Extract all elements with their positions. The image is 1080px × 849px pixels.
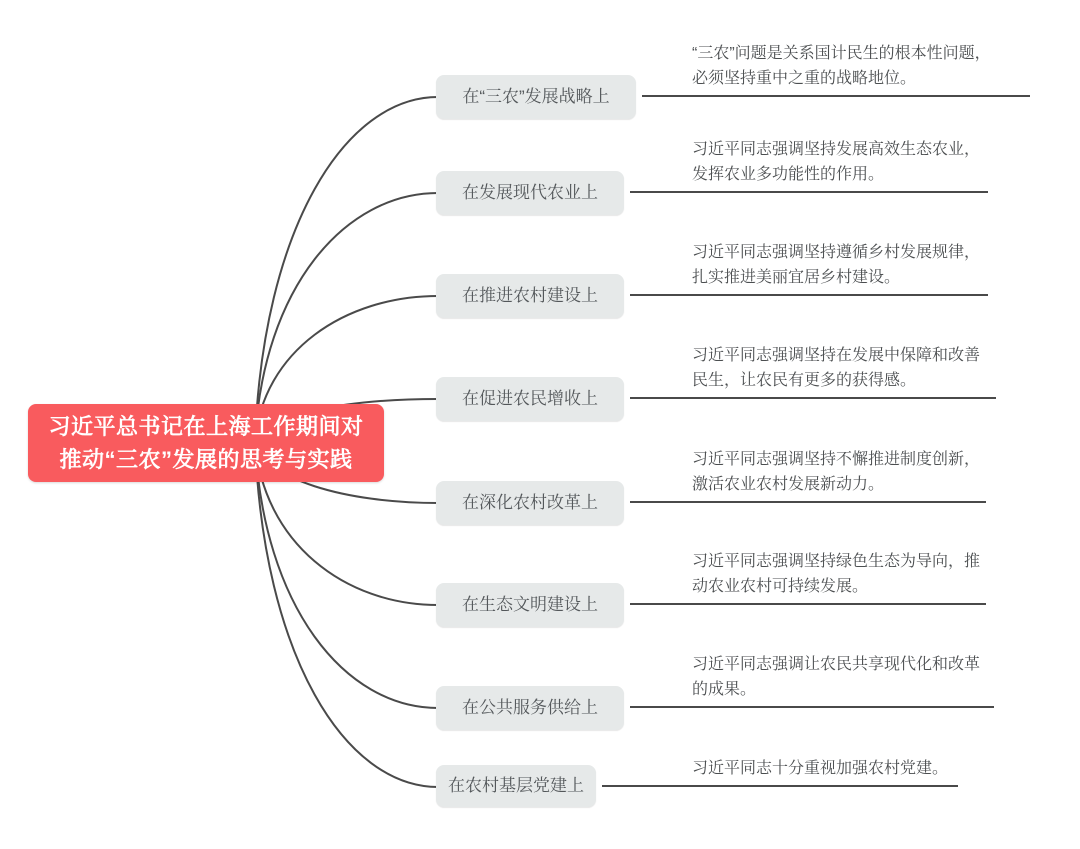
leaf-note[interactable] [692, 652, 1032, 702]
leaf-note-line: 的成果。 [692, 681, 757, 698]
leaf-note-line: 动农业农村可持续发展。 [692, 578, 869, 595]
leaf-note-line: 习近平同志强调让农民共享现代化和改革 [692, 656, 981, 673]
branch-node-modern-agriculture[interactable]: 在发展现代农业上 [436, 171, 624, 215]
leaf-note[interactable] [692, 343, 1032, 393]
leaf-note-line: 习近平同志十分重视加强农村党建。 [692, 760, 949, 777]
branch-node-public-services[interactable]: 在公共服务供给上 [436, 686, 624, 730]
leaf-note[interactable] [692, 137, 1032, 187]
leaf-note-line: 民生，让农民有更多的获得感。 [692, 372, 917, 389]
central-topic-line2: 推动“三农”发展的思考与实践 [59, 447, 353, 472]
leaf-note-line: 习近平同志强调坚持发展高效生态农业， [692, 141, 981, 158]
leaf-note-line: “三农”问题是关系国计民生的根本性问题， [692, 45, 991, 62]
leaf-note[interactable] [692, 41, 1032, 91]
central-topic[interactable] [28, 404, 384, 482]
central-topic-line1: 习近平总书记在上海工作期间对 [48, 414, 364, 439]
leaf-note-line: 激活农业农村发展新动力。 [692, 476, 885, 493]
leaf-note[interactable] [692, 447, 1032, 497]
branch-node-rural-reform[interactable]: 在深化农村改革上 [436, 481, 624, 525]
leaf-note[interactable] [692, 549, 1032, 599]
leaf-note-line: 习近平同志强调坚持绿色生态为导向，推 [692, 553, 981, 570]
leaf-note[interactable] [692, 756, 1032, 781]
branch-node-eco-civilization[interactable]: 在生态文明建设上 [436, 583, 624, 627]
leaf-note-line: 扎实推进美丽宜居乡村建设。 [692, 269, 901, 286]
leaf-note-line: 必须坚持重中之重的战略地位。 [692, 70, 917, 87]
leaf-note-line: 习近平同志强调坚持在发展中保障和改善 [692, 347, 981, 364]
branch-node-rural-party-building[interactable]: 在农村基层党建上 [436, 765, 596, 807]
branch-node-farmer-income[interactable]: 在促进农民增收上 [436, 377, 624, 421]
leaf-note-line: 习近平同志强调坚持遵循乡村发展规律， [692, 244, 981, 261]
branch-node-rural-construction[interactable]: 在推进农村建设上 [436, 274, 624, 318]
connector-curve [255, 441, 438, 787]
connector-curve [255, 97, 438, 441]
leaf-note[interactable] [692, 240, 1032, 290]
branch-node-sannong-strategy[interactable]: 在“三农”发展战略上 [436, 75, 636, 119]
leaf-note-line: 习近平同志强调坚持不懈推进制度创新， [692, 451, 981, 468]
leaf-note-line: 发挥农业多功能性的作用。 [692, 166, 885, 183]
